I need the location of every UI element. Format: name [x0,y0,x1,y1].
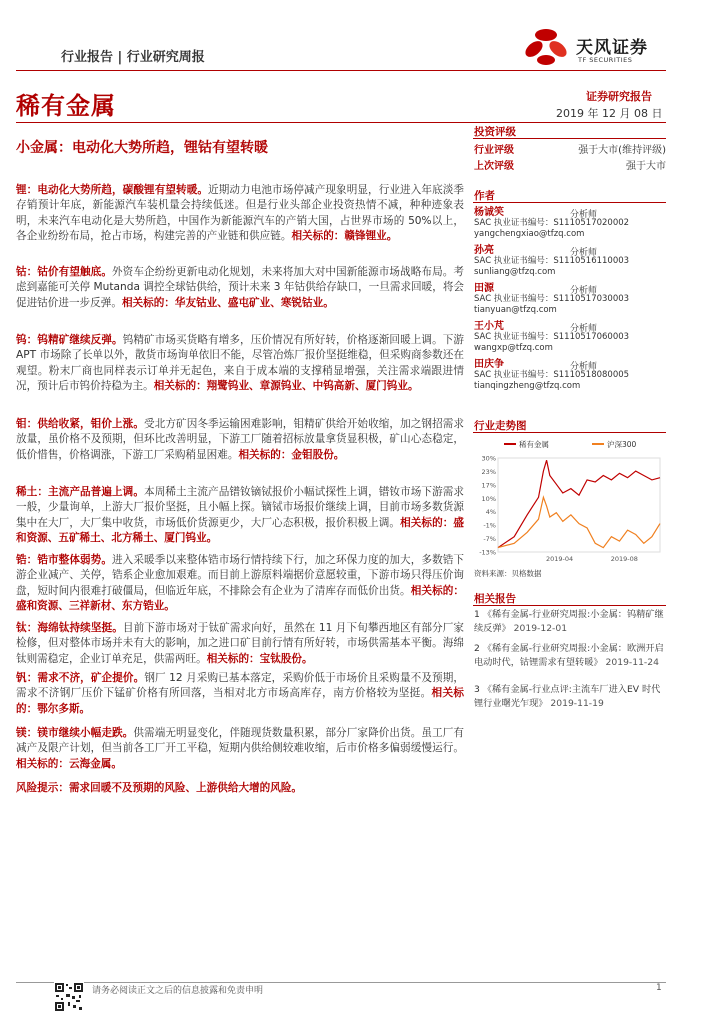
author-block [474,359,666,392]
header-divider [16,70,666,71]
para-tail: 相关标的：鄂尔多斯。 [16,687,465,715]
para-lead: 锆：锆市整体弱势。 [16,554,113,566]
author-sac: SAC 执业证书编号：S1110516110003 [474,256,630,266]
para-tail: 相关标的：云海金属。 [16,757,122,770]
para-titanium [16,621,464,667]
sector-title: 稀有金属 [16,92,116,120]
author-name: 田庆争 [474,359,504,370]
author-role: 分析师 [570,210,598,220]
author-email[interactable]: yangchengxiao@tfzq.com [474,229,585,239]
para-tail: 相关标的：宝钛股份。 [206,652,313,665]
author-name: 杨诚笑 [474,207,504,218]
para-body: 本周稀土主流产品镨钕镝铽报价小幅试探性上调，镨钕市场下游需求一般，少量询单，上游大厂报价坚挺，且小幅上探。镝铽市场报价继续上调，目前市场多数货源集中在大厂，大厂集中收货，市场低价货源更少，大厂心态积极，报价积极上调。 [16,486,465,529]
related-report-item[interactable] [474,642,666,669]
related-report-text: 2 《稀有金属-行业研究周报:小金属：欧洲开启电动时代，钴锂需求有望转暖》 [474,643,664,668]
para-tail: 相关标的：华友钴业、盛屯矿业、寒锐钴业。 [121,296,334,309]
page-number: 1 [656,983,662,993]
report-title: 小金属：电动化大势所趋，锂钴有望转暖 [16,140,268,156]
related-report-text: 3 《稀有金属-行业点评:主流车厂进入EV 时代 锂行业曙光乍现》 [474,684,661,709]
qr-code-icon [54,982,84,1012]
para-body: 进入采暖季以来整体锆市场行情持续下行，加之环保力度的加大，多数锆下游企业减产、关停，锆系企业愈加艰难。而目前上游原料端据价意愿较重，下游市场只得压价询盘，短时间内很难打破僵局，但临近年底，不排除会有企业为了清库存而低价出货。 [16,554,464,597]
para-body: 供需端无明显变化，伴随现货数量积累，部分厂家降价出货。虽工厂有减产及限产计划，但当前各工厂开工平稳，短期内供给侧较难收缩，后市价格多偏弱缓慢运行。 [16,727,465,755]
author-sac: SAC 执业证书编号：S1110517060003 [474,332,630,342]
para-lead: 钼：供给收紧，钼价上涨。 [16,418,145,430]
author-block [474,245,666,278]
author-email[interactable]: tianqingzheng@tfzq.com [474,381,581,391]
para-tail: 需求回暖不及预期的风险、上游供给大增的风险。 [68,782,303,794]
para-tail: 相关标的：金钼股份。 [238,448,345,461]
report-date: 2019 年 12 月 08 日 [556,107,663,120]
para-tail: 相关标的：赣锋锂业。 [291,229,398,242]
para-lead: 锂：电动化大势所趋，碳酸锂有望转暖。 [16,184,209,196]
para-lead: 钨：钨精矿继续反弹。 [16,334,123,346]
para-body: 外资车企纷纷更新电动化规划，未来将加大对中国新能源市场战略布局。考虑到嘉能可关停 Mutanda 调控全球钴供给，预计未来 3 年钴供给存缺口，一旦需求回暖，将会促进钴价进一步反弹。 [16,266,465,309]
para-lead: 稀土：主流产品普遍上调。 [16,486,145,498]
report-category-tags: 行业报告 | 行业研究周报 [61,50,205,65]
para-body: 受北方矿因冬季运输困难影响，钼精矿供给开始收缩，加之钢招需求放量，虽价格不及预期，但环比改善明显，下游工厂随着招标放量拿货显积极，矿山心态稳定，低价惜售，价格调涨，下游工厂采购稍显困难。 [16,418,465,461]
para-zirconium [16,553,464,614]
y-tick-label: 23% [481,467,496,476]
footer-disclaimer: 请务必阅读正文之后的信息披露和免责申明 [92,986,264,996]
author-sac: SAC 执业证书编号：S1110517020002 [474,218,630,228]
author-block [474,207,666,240]
author-name: 田源 [474,283,494,294]
related-report-item[interactable] [474,608,666,635]
trend-chart-svg [474,434,666,564]
author-email[interactable]: tianyuan@tfzq.com [474,305,557,315]
authors-divider [473,202,666,203]
para-body: 目前下游市场对于钛矿需求向好，虽然在 11 月下旬攀西地区有部分厂家检修，但对整体市场并未有大的影响，加之进口矿目前行情有所好转，市场供需基本平衡。海绵钛则需稳定，企业订单充足，供需两旺。 [16,622,464,665]
para-molybdenum [16,417,464,463]
x-tick-label: 2019-08 [610,555,638,563]
para-tail: 相关标的：盛和资源、三祥新材、东方锆业。 [16,584,465,612]
para-rare-earth [16,485,464,546]
rating-value: 强于大市 [626,161,666,172]
related-report-item[interactable] [474,683,666,710]
y-tick-label: -1% [483,521,496,530]
para-lead: 镁：镁市继续小幅走跌。 [16,727,134,739]
logo-cn-text: 天风证券 [576,38,648,58]
report-type: 证券研究报告 [586,90,652,103]
para-lithium [16,183,464,244]
author-email[interactable]: sunliang@tfzq.com [474,267,556,277]
plot-frame [498,458,660,552]
legend-label-hs300: 沪深300 [607,440,637,449]
para-risk [16,781,464,796]
related-report-date: 2019-11-24 [605,656,659,668]
rating-label: 上次评级 [474,161,514,172]
trend-chart [474,434,666,564]
author-sac: SAC 执业证书编号：S1110517030003 [474,294,630,304]
author-role: 分析师 [570,324,598,334]
para-lead: 钒：需求不济，矿企提价。 [16,672,145,684]
author-block [474,321,666,354]
x-tick-label: 2019-04 [545,555,574,563]
para-lead: 钴：钴价有望触底。 [16,266,113,278]
para-lead: 钛：海绵钛持续坚挺。 [16,622,123,634]
y-tick-label: 4% [485,508,496,517]
related-report-date: 2019-12-01 [513,622,568,634]
y-tick-label: 10% [481,494,496,503]
para-body: 近期动力电池市场停减产现象明显，行业进入年底淡季存销预计年底，新能源汽车装机量会持续低迷。但是行业头部企业投资热情不减，种种迹象表明，未来汽车电动化是大势所趋，中国作为新能源汽车的产销大国，占世界市场的 50%以上，各企业纷纷布局，抢占市场，构建完善的产业链和供应链。 [16,184,464,242]
title-divider [16,122,666,123]
company-logo [520,26,670,66]
author-block [474,283,666,316]
y-tick-label: -13% [479,548,496,557]
chart-heading: 行业走势图 [474,420,527,432]
para-tail: 相关标的：翔鹭钨业、章源钨业、中钨高新、厦门钨业。 [153,379,419,392]
chart-divider [473,432,666,433]
related-report-text: 1 《稀有金属-行业研究周报:小金属：钨精矿继续反弹》 [474,609,664,634]
para-tail: 相关标的：盛和资源、五矿稀土、北方稀土、厦门钨业。 [16,516,464,544]
author-role: 分析师 [570,362,598,372]
rating-label: 行业评级 [474,145,514,156]
legend-label-rare-metal: 稀有金属 [519,440,549,449]
rating-value: 强于大市(维持评级) [578,145,666,156]
authors-heading: 作者 [474,190,495,202]
para-body: 钨精矿市场买货略有增多，压价情况有所好转，价格逐渐回暖上调。下游 APT 市场除了长单以外，散货市场询单依旧不能，尽管冶炼厂报价坚挺维稳，但采购商参数还在观望。粉末厂商也同样表示订单并无起色，来自于成本端的支撑稍显增强，关注需求端跟进情况，预计后市钨价持稳为主。 [16,334,465,392]
related-heading: 相关报告 [474,593,516,605]
para-lead: 风险提示： [16,782,69,794]
related-report-date: 2019-11-19 [550,697,604,709]
para-body: 钢厂 12 月采购已基本落定，采购价低于市场价且采购量不及预期，需求不济钢厂压价下锰矿价格有所回落，当相对北方市场高库存，南方价格较为坚挺。 [16,672,465,700]
related-divider [473,605,666,606]
y-tick-label: -7% [483,535,496,544]
author-name: 王小芃 [474,321,504,332]
author-role: 分析师 [570,248,598,258]
chart-source: 资料来源：贝格数据 [474,569,542,578]
author-email[interactable]: wangxp@tfzq.com [474,343,553,353]
logo-mark-icon [520,26,576,68]
author-name: 孙亮 [474,245,494,256]
rating-divider [473,138,666,139]
y-tick-label: 30% [481,454,496,463]
y-tick-label: 17% [481,481,496,490]
author-sac: SAC 执业证书编号：S1110518080005 [474,370,630,380]
rating-heading: 投资评级 [474,126,516,138]
author-role: 分析师 [570,286,598,296]
para-tungsten [16,333,464,394]
para-magnesium [16,726,464,772]
para-vanadium [16,671,464,717]
para-cobalt [16,265,464,311]
logo-en-text: TF SECURITIES [578,56,633,64]
